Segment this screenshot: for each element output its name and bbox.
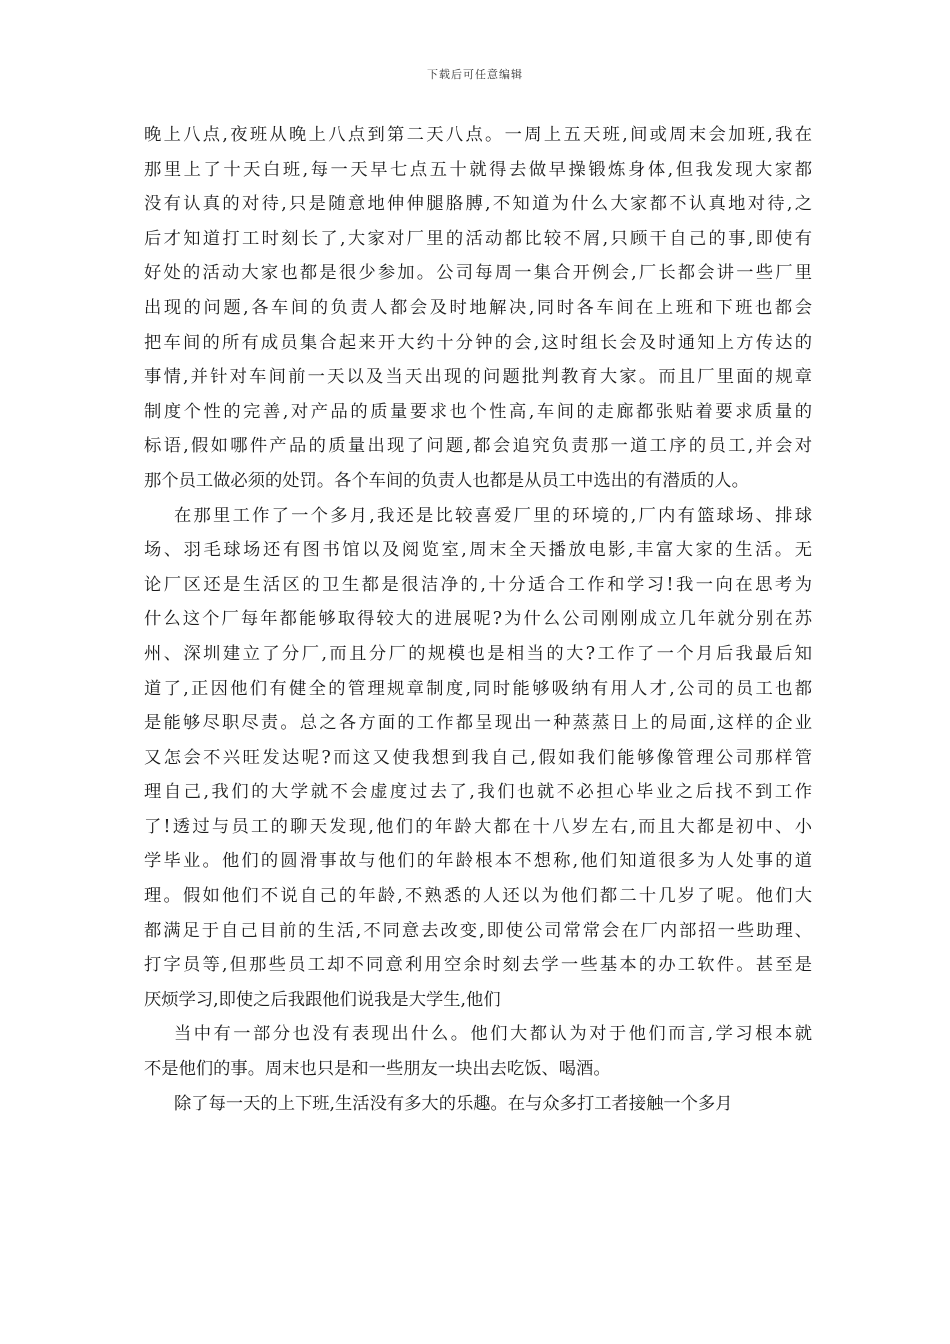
text-line: 了!透过与员工的聊天发现,他们的年龄大都在十八岁左右,而且大都是初中、小 bbox=[144, 816, 812, 837]
text-line: 学毕业。他们的圆滑事故与他们的年龄根本不想称,他们知道很多为人处事的道 bbox=[144, 851, 812, 872]
text-line: 好处的活动大家也都是很少参加。公司每周一集合开例会,厂长都会讲一些厂里 bbox=[144, 263, 812, 284]
text-line: 事情,并针对车间前一天以及当天出现的问题批判教育大家。而且厂里面的规章 bbox=[144, 367, 812, 388]
paragraph-4 bbox=[144, 1087, 812, 1122]
paragraph-3 bbox=[144, 1017, 812, 1086]
paragraph-1 bbox=[144, 118, 812, 499]
paragraph-2 bbox=[144, 499, 812, 1018]
text-line: 厌烦学习,即使之后我跟他们说我是大学生,他们 bbox=[144, 989, 501, 1010]
text-line: 把车间的所有成员集合起来开大约十分钟的会,这时组长会及时通知上方传达的 bbox=[144, 332, 812, 353]
text-line: 制度个性的完善,对产品的质量要求也个性高,车间的走廊都张贴着要求质量的 bbox=[144, 401, 812, 422]
document-body bbox=[144, 118, 812, 1121]
text-line: 出现的问题,各车间的负责人都会及时地解决,同时各车间在上班和下班也都会 bbox=[144, 297, 812, 318]
text-line: 州、深圳建立了分厂,而且分厂的规模也是相当的大?工作了一个月后我最后知 bbox=[144, 643, 812, 664]
page-header: 下载后可任意编辑 bbox=[427, 68, 523, 81]
text-line: 没有认真的对待,只是随意地伸伸腿胳膊,不知道为什么大家都不认真地对待,之 bbox=[144, 194, 812, 215]
text-line: 又怎会不兴旺发达呢?而这又使我想到我自己,假如我们能够像管理公司那样管 bbox=[144, 747, 812, 768]
text-line: 当中有一部分也没有表现出什么。他们大都认为对于他们而言,学习根本就 bbox=[174, 1024, 812, 1045]
text-line: 打字员等,但那些员工却不同意利用空余时刻去学一些基本的办工软件。甚至是 bbox=[144, 955, 812, 976]
text-line: 场、羽毛球场还有图书馆以及阅览室,周末全天播放电影,丰富大家的生活。无 bbox=[144, 540, 812, 561]
text-line: 不是他们的事。周末也只是和一些朋友一块出去吃饭、喝酒。 bbox=[144, 1059, 611, 1080]
text-line: 在那里工作了一个多月,我还是比较喜爱厂里的环境的,厂内有篮球场、排球 bbox=[174, 505, 812, 526]
text-line: 除了每一天的上下班,生活没有多大的乐趣。在与众多打工者接触一个多月 bbox=[174, 1093, 733, 1114]
text-line: 后才知道打工时刻长了,大家对厂里的活动都比较不屑,只顾干自己的事,即使有 bbox=[144, 228, 812, 249]
text-line: 什么这个厂每年都能够取得较大的进展呢?为什么公司刚刚成立几年就分别在苏 bbox=[144, 609, 812, 630]
text-line: 论厂区还是生活区的卫生都是很洁净的,十分适合工作和学习!我一向在思考为 bbox=[144, 574, 812, 595]
text-line: 那个员工做必须的处罚。各个车间的负责人也都是从员工中选出的有潜质的人。 bbox=[144, 470, 749, 491]
text-line: 都满足于自己目前的生活,不同意去改变,即使公司常常会在厂内部招一些助理、 bbox=[144, 920, 812, 941]
text-line: 那里上了十天白班,每一天早七点五十就得去做早操锻炼身体,但我发现大家都 bbox=[144, 159, 812, 180]
text-line: 道了,正因他们有健全的管理规章制度,同时能够吸纳有用人才,公司的员工也都 bbox=[144, 678, 812, 699]
text-line: 晚上八点,夜班从晚上八点到第二天八点。一周上五天班,间或周末会加班,我在 bbox=[144, 125, 812, 145]
text-line: 理。假如他们不说自己的年龄,不熟悉的人还以为他们都二十几岁了呢。他们大 bbox=[144, 886, 812, 907]
text-line: 理自己,我们的大学就不会虚度过去了,我们也就不必担心毕业之后找不到工作 bbox=[144, 782, 812, 803]
text-line: 是能够尽职尽责。总之各方面的工作都呈现出一种蒸蒸日上的局面,这样的企业 bbox=[144, 713, 812, 734]
text-line: 标语,假如哪件产品的质量出现了问题,都会追究负责那一道工序的员工,并会对 bbox=[144, 436, 812, 457]
